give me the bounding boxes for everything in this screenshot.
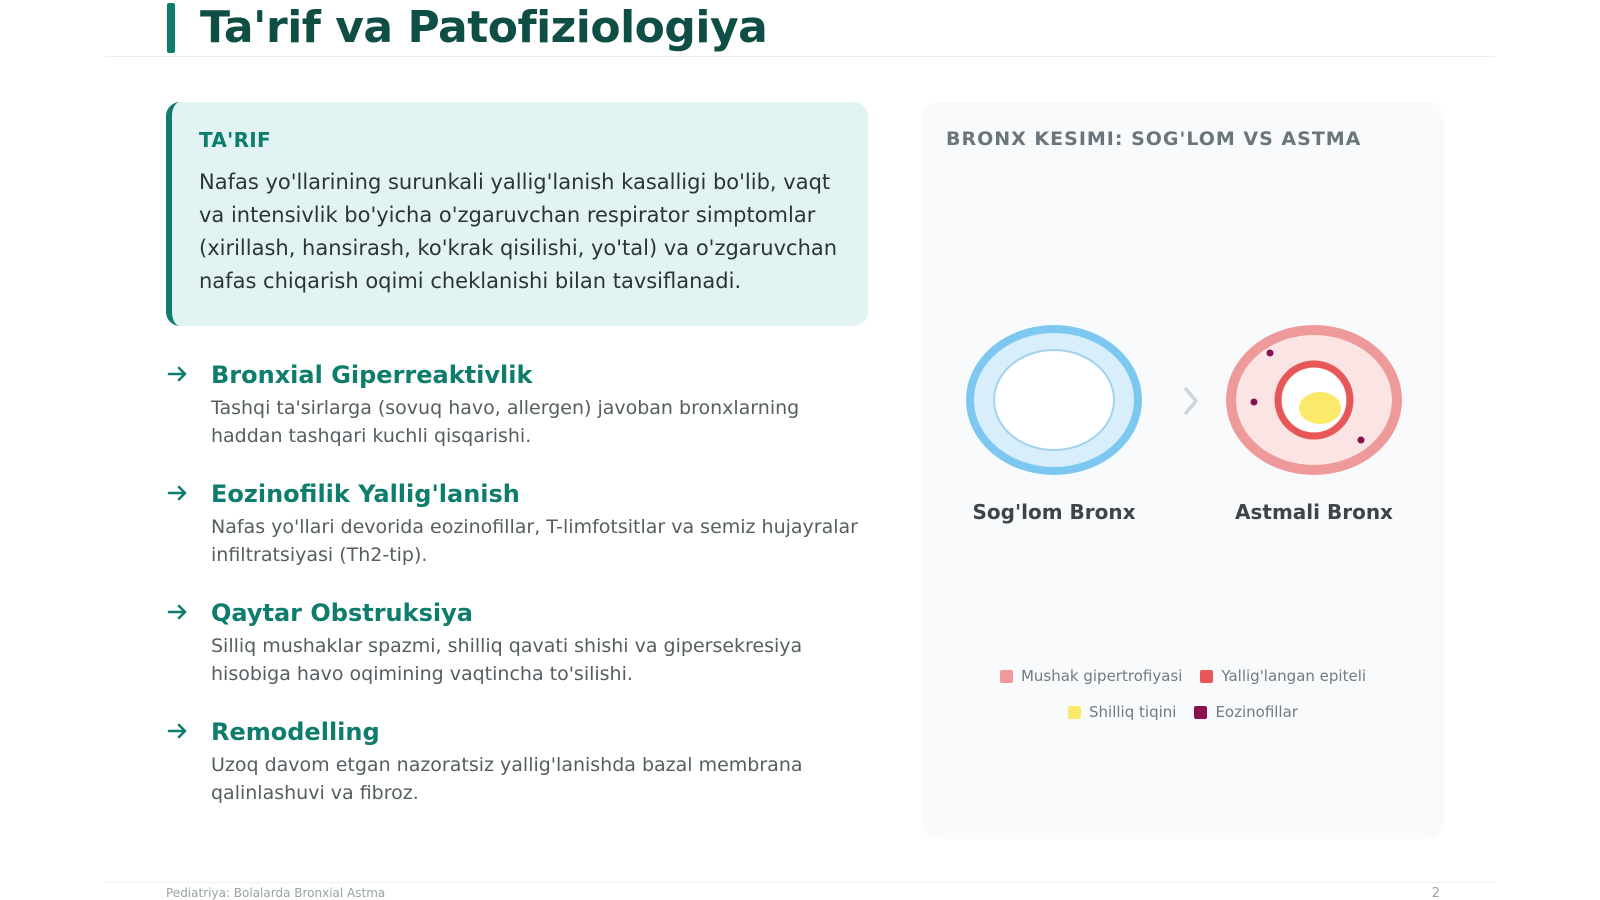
legend-swatch [1200,670,1213,683]
pathophysiology-list [166,360,876,836]
header-divider [105,56,1495,57]
asthma-bronchus-label: Astmali Bronx [1235,500,1393,524]
eosinophil-dot [1267,350,1274,357]
definition-label: TA'RIF [199,128,271,152]
chevron-right-icon [1186,389,1196,413]
healthy-bronchus [966,325,1142,475]
legend-swatch [1068,706,1081,719]
legend [942,667,1424,721]
legend-label: Shilliq tiqini [1089,703,1177,721]
list-item [166,360,876,479]
arrow-right-icon [166,600,190,624]
page-number: 2 [1431,886,1440,900]
item-description: Silliq mushaklar spazmi, shilliq qavati shishi va gipersekresiya hisobiga havo oqimining vaqtincha to'silishi. [211,635,803,685]
arrow-right-icon [166,719,190,743]
healthy-lumen [994,350,1114,450]
definition-box [166,102,868,326]
legend-item [1000,667,1182,685]
bronchus-diagram [922,312,1444,502]
mucus-plug [1299,392,1341,424]
list-item [166,598,876,717]
bronchus-comparison-panel [922,102,1444,839]
eosinophil-dot [1251,399,1258,406]
legend-item [1068,703,1176,721]
item-description: Uzoq davom etgan nazoratsiz yallig'lanishda bazal membrana qalinlashuvi va fibroz. [211,754,803,804]
asthma-bronchus [1226,325,1402,475]
legend-label: Eozinofillar [1215,703,1298,721]
healthy-bronchus-label: Sog'lom Bronx [972,500,1136,524]
definition-text: Nafas yo'llarining surunkali yallig'lanish kasalligi bo'lib, vaqt va intensivlik bo'yicha o'zgaruvchan respirator simptomlar (xirillash, hansirash, ko'krak qisilishi, yo'tal) va o'zgaruvchan nafas chiqarish oqimi cheklanishi bilan tavsiflanadi. [199,170,838,293]
legend-swatch [1000,670,1013,683]
footer-divider [105,882,1495,883]
panel-title: BRONX KESIMI: SOG'LOM VS ASTMA [946,128,1362,150]
title-accent-bar [167,3,175,53]
eosinophil-dot [1358,437,1365,444]
list-item [166,479,876,598]
list-item [166,717,876,836]
item-title: Eozinofilik Yallig'lanish [211,480,520,508]
item-title: Qaytar Obstruksiya [211,599,473,627]
arrow-right-icon [166,362,190,386]
legend-item [1194,703,1298,721]
item-title: Bronxial Giperreaktivlik [211,361,533,389]
footer-text: Pediatriya: Bolalarda Bronxial Astma [166,886,386,900]
page-title: Ta'rif va Patofiziologiya [200,2,768,53]
item-description: Tashqi ta'sirlarga (sovuq havo, allergen) javoban bronxlarning haddan tashqari kuchli qisqarishi. [211,397,800,447]
legend-swatch [1194,706,1207,719]
legend-label: Mushak gipertrofiyasi [1020,667,1183,685]
arrow-right-icon [166,481,190,505]
legend-item [1200,667,1366,685]
item-description: Nafas yo'llari devorida eozinofillar, T-limfotsitlar va semiz hujayralar infiltratsiyasi (Th2-tip). [211,516,858,566]
item-title: Remodelling [211,718,380,746]
legend-label: Yallig'langan epiteli [1221,667,1367,685]
